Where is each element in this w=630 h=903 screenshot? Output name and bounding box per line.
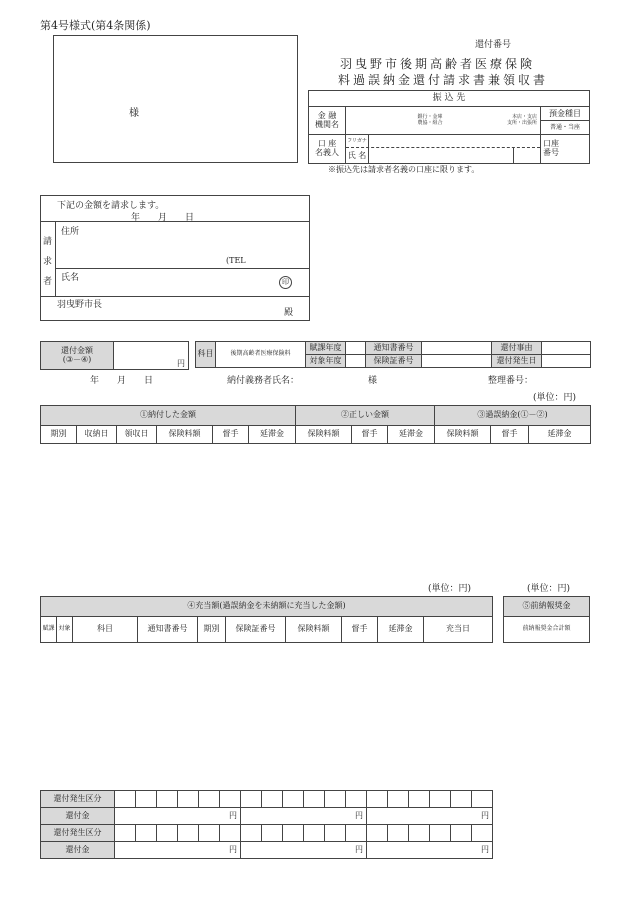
tel-label: (TEL [226,256,246,265]
subject-label: 科目 [196,342,216,368]
furigana-label: フリガナ [346,135,369,147]
col-target: 対象 [57,617,73,643]
refund-number-label: 還付番号 [475,40,512,50]
institution-label: 金 融 機関名 [309,107,346,135]
title-line2: 料過誤納金還付請求書兼領収書 [338,73,549,87]
account-number-label: 口座 番号 [541,135,590,164]
col-received-date: 収納日 [77,426,117,444]
group-paid: ①納付した金額 [41,406,296,426]
col-late-3: 延滞金 [529,426,591,444]
refund-breakdown-table [40,790,493,859]
col-late-4: 延滞金 [378,617,424,643]
payer-label: 納付義務者氏名： [227,376,300,386]
col-period: 期別 [41,426,77,444]
address-label: 住所 [61,227,80,237]
refund-yen-1a: 円 [115,808,241,825]
col-fee-2: 督手 [352,426,388,444]
title-line1: 羽曳野市後期高齢者医療保険 [340,57,536,71]
col-late-2: 延滞金 [388,426,435,444]
allocation-table [40,596,493,643]
addressee-suffix: 様 [129,108,139,119]
notice-no-label: 通知書番号 [366,342,422,355]
table2-unit: (単位：円) [428,584,472,594]
claimant-label-1: 請 [43,237,53,247]
refund-amount-table [40,341,189,370]
refund-yen-2a: 円 [115,842,241,859]
refund-amount-label: 還付金額 (③－④) [41,342,114,370]
row-refund-amount-2: 還付金 [41,842,115,859]
table3-unit: (単位：円) [527,584,571,594]
transfer-note: ※振込先は請求者名義の口座に限ります。 [328,165,480,174]
payer-suffix: 様 [368,376,378,386]
payment-table [40,405,591,444]
insurance-no-label: 保険証番号 [366,355,422,368]
row-refund-category-1: 還付発生区分 [41,791,115,808]
row-refund-category-2: 還付発生区分 [41,825,115,842]
transfer-header: 振 込 先 [309,91,590,107]
col-receipt-date: 領収日 [117,426,157,444]
col-levy: 賦課 [41,617,57,643]
col-fee-3: 督手 [491,426,529,444]
form-label: 第4号様式(第4条関係) [40,19,151,32]
subject-table [195,341,591,368]
addressee-box [53,35,298,163]
table1-unit: (単位：円) [533,393,577,403]
request-date: 年 月 日 [131,213,195,223]
target-year-label: 対象年度 [306,355,346,368]
col-premium-2: 保険料額 [296,426,352,444]
levy-year-label: 賦課年度 [306,342,346,355]
deposit-type-label: 預金種目 [541,107,589,121]
group-overpaid: ③過誤納金(①－②) [435,406,591,426]
mayor-label: 羽曳野市長 [57,300,103,310]
row-refund-amount-1: 還付金 [41,808,115,825]
refund-yen-1c: 円 [367,808,493,825]
col-applied-date: 充当日 [424,617,493,643]
seal-mark: 印 [279,276,292,289]
branch-types: 本店・支店 支所・出張所 [446,107,541,135]
reference-label: 整理番号： [488,376,534,386]
honorific: 殿 [284,308,294,318]
col-fee-4: 督手 [342,617,378,643]
prepayment-column: 前納報奨金合計額 [504,617,590,643]
col-subject: 科目 [73,617,138,643]
refund-yen-2b: 円 [241,842,367,859]
refund-yen-2c: 円 [367,842,493,859]
holder-name-label: 氏 名 [346,148,369,163]
allocation-group: ④充当額(過誤納金を未納額に充当した金額) [41,597,493,617]
col-premium-3: 保険料額 [435,426,491,444]
summary-date: 年 月 日 [90,376,154,386]
request-intro: 下記の金額を請求します。 [57,201,165,211]
group-correct: ②正しい金額 [296,406,435,426]
col-premium-1: 保険料額 [157,426,213,444]
claimant-label-2: 求 [43,257,53,267]
subject-value: 後期高齢者医療保険料 [216,342,306,368]
account-holder-label: 口 座 名義人 [309,135,346,164]
col-premium-4: 保険料額 [286,617,342,643]
bank-types: 銀行・金庫 農協・組合 [346,107,446,135]
refund-date-label: 還付発生日 [492,355,542,368]
col-insurance-no: 保険証番号 [226,617,286,643]
prepayment-table [503,596,590,643]
refund-reason-label: 還付事由 [492,342,542,355]
col-late-1: 延滞金 [249,426,296,444]
request-box [40,195,310,321]
claimant-label-3: 者 [43,277,53,287]
transfer-table [308,90,590,164]
claimant-name-label: 氏名 [61,273,80,283]
col-fee-1: 督手 [213,426,249,444]
prepayment-group: ⑤前納報奨金 [504,597,590,617]
refund-amount-yen: 円 [114,342,189,370]
col-notice-no: 通知書番号 [138,617,198,643]
refund-yen-1b: 円 [241,808,367,825]
col-period-2: 期別 [198,617,226,643]
deposit-types: 普通・当座 [550,124,581,131]
